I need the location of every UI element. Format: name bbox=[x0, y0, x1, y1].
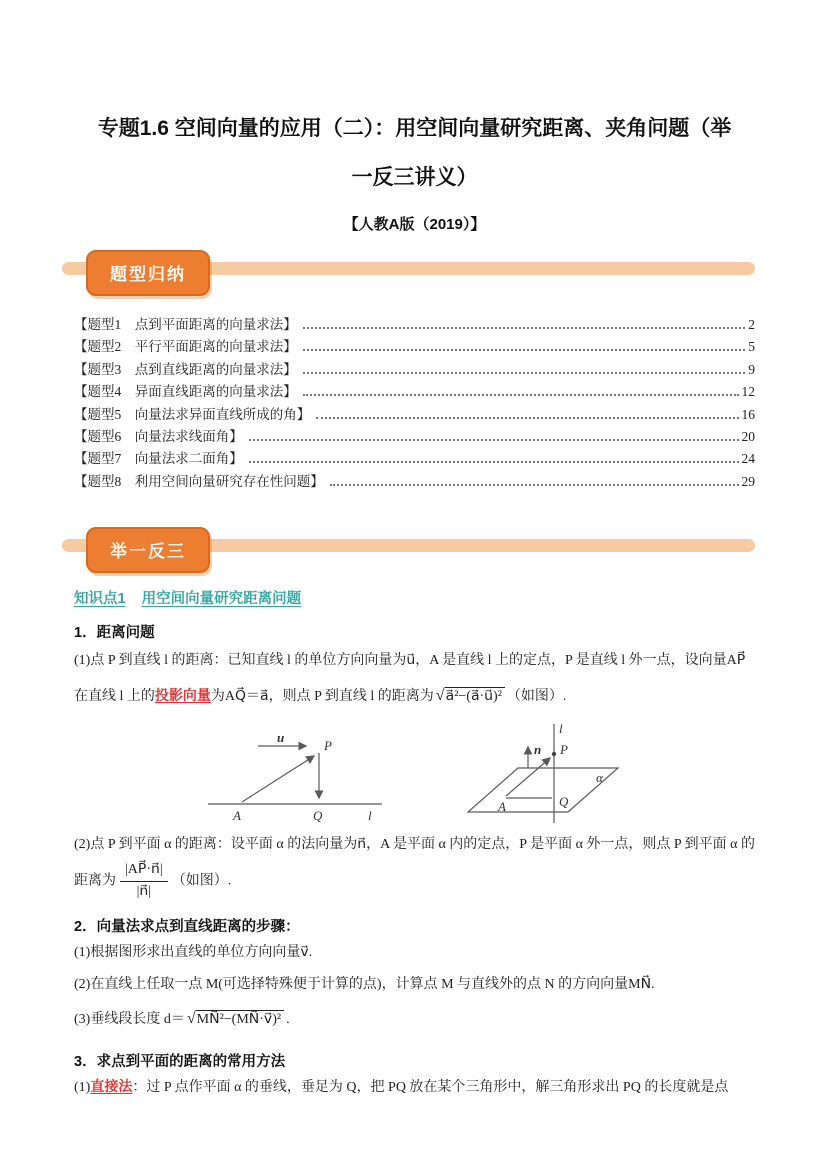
text-run: (1) bbox=[74, 1079, 91, 1095]
toc-entry-label: 【题型5 向量法求异面直线所成的角】 bbox=[74, 406, 311, 422]
title-line-2: 一反三讲义） bbox=[351, 166, 478, 190]
toc-entry-page: 12 bbox=[741, 384, 755, 400]
toc-entry-label: 【题型7 向量法求二面角】 bbox=[74, 451, 243, 467]
title-line-1: 专题1.6 空间向量的应用（二）：用空间向量研究距离、夹角问题（举 bbox=[97, 117, 732, 140]
text-run: 为AQ⃗＝a⃗，则点 P 到直线 l 的距离为 bbox=[210, 689, 434, 704]
toc-entry[interactable] bbox=[74, 468, 755, 490]
toc-entry-label: 【题型1 点到平面距离的向量求法】 bbox=[74, 317, 297, 333]
text-run: (2)点 P 到平面 α 的距离：设平面 α 的法向量为n⃗，A 是平面 α 内的定点，P 是平面 α 外一点，则点 P 到平面 α 的距离为 bbox=[74, 837, 756, 889]
toc-entry-label: 【题型8 利用空间向量研究存在性问题】 bbox=[74, 473, 324, 489]
method-1-direct bbox=[74, 1073, 755, 1103]
section-banner-types bbox=[74, 250, 755, 292]
edition-label: 【人教A版（2019）】 bbox=[343, 215, 486, 233]
radical-sign: √ bbox=[186, 1010, 196, 1028]
section-1-heading: 1．距离问题 bbox=[74, 624, 155, 641]
toc-leader-dots bbox=[249, 439, 739, 441]
highlighted-term-projection-vector: 投影向量 bbox=[154, 689, 211, 704]
toc-leader-dots bbox=[303, 394, 739, 396]
label-alpha: α bbox=[596, 770, 603, 786]
label-A: A bbox=[233, 808, 241, 824]
toc-leader-dots bbox=[303, 372, 746, 374]
knowledge-point-link[interactable] bbox=[74, 587, 301, 608]
label-u-vector: u bbox=[277, 731, 285, 746]
toc-entry-page: 24 bbox=[741, 451, 755, 467]
label-Q: Q bbox=[559, 794, 569, 810]
fraction-denominator: |n⃗| bbox=[136, 884, 152, 900]
toc-entry-page: 5 bbox=[748, 339, 755, 355]
section-banner-practice bbox=[74, 527, 755, 569]
radical-sign: √ bbox=[435, 687, 445, 704]
text-run: (1)点 P 到直线 l 的距离：已知直线 l 的单位方向向量为u⃗，A 是直线 l 上的定点，P 是直线 l 外一点，设向量AP⃗在直线 l 上的 bbox=[74, 652, 746, 704]
figure-point-to-line bbox=[200, 731, 400, 826]
toc-leader-dots bbox=[249, 461, 739, 463]
toc-entry-label: 【题型4 异面直线距离的向量求法】 bbox=[74, 384, 297, 400]
toc-entry-page: 2 bbox=[748, 317, 755, 333]
label-P: P bbox=[324, 738, 332, 754]
toc-entry[interactable] bbox=[74, 424, 755, 446]
paragraph-point-to-plane-distance bbox=[74, 829, 755, 902]
banner-badge-types: 题型归纳 bbox=[86, 250, 210, 296]
label-P: P bbox=[560, 742, 568, 758]
table-of-contents bbox=[74, 312, 755, 491]
text-run: (3)垂线段长度 d＝ bbox=[74, 1012, 185, 1028]
toc-entry-label: 【题型2 平行平面距离的向量求法】 bbox=[74, 339, 297, 355]
toc-entry[interactable] bbox=[74, 356, 755, 378]
toc-entry[interactable] bbox=[74, 334, 755, 356]
step-3 bbox=[74, 1002, 755, 1037]
toc-entry-page: 16 bbox=[741, 406, 755, 422]
document-title bbox=[74, 104, 755, 203]
figure-point-to-plane bbox=[456, 720, 656, 826]
toc-leader-dots bbox=[316, 417, 738, 419]
step-1: (1)根据图形求出直线的单位方向向量v⃗. bbox=[74, 944, 313, 960]
highlighted-term-direct-method: 直接法 bbox=[90, 1079, 133, 1095]
banner-badge-practice: 举一反三 bbox=[86, 527, 210, 573]
toc-entry-page: 9 bbox=[748, 361, 755, 377]
toc-leader-dots bbox=[303, 327, 746, 329]
paragraph-point-to-line-distance bbox=[74, 645, 755, 714]
fraction-numerator: |AP⃗·n⃗| bbox=[120, 861, 168, 882]
label-Q: Q bbox=[313, 808, 323, 824]
toc-entry-label: 【题型3 点到直线距离的向量求法】 bbox=[74, 361, 297, 377]
toc-entry-page: 29 bbox=[741, 473, 755, 489]
sqrt-formula bbox=[187, 1012, 284, 1027]
radicand: MN⃗²−(MN⃗·v⃗)² bbox=[196, 1010, 284, 1027]
label-l: l bbox=[559, 721, 563, 737]
sqrt-formula bbox=[436, 689, 505, 704]
section-2-heading: 2．向量法求点到直线距离的步骤： bbox=[74, 918, 300, 935]
label-A: A bbox=[498, 799, 506, 815]
toc-entry[interactable] bbox=[74, 379, 755, 401]
toc-entry[interactable] bbox=[74, 312, 755, 334]
knowledge-point-number: 知识点1 bbox=[74, 590, 126, 607]
knowledge-point-title: 用空间向量研究距离问题 bbox=[141, 590, 302, 607]
radicand: a⃗²−(a⃗·u⃗)² bbox=[445, 687, 505, 704]
toc-leader-dots bbox=[330, 484, 739, 486]
toc-entry-label: 【题型6 向量法求线面角】 bbox=[74, 429, 243, 445]
figures-row bbox=[200, 720, 755, 826]
label-n-vector: n bbox=[534, 742, 542, 758]
text-run: . bbox=[286, 1012, 290, 1028]
section-3-heading: 3．求点到平面的距离的常用方法 bbox=[74, 1053, 286, 1070]
text-run: ：过 P 点作平面 α 的垂线，垂足为 Q，把 PQ 放在某个三角形中，解三角形求出 PQ 的长度就是点 bbox=[132, 1079, 729, 1095]
toc-entry[interactable] bbox=[74, 446, 755, 468]
toc-leader-dots bbox=[303, 349, 746, 351]
fraction-formula bbox=[120, 861, 168, 902]
text-run: （如图）. bbox=[171, 873, 232, 889]
text-run: （如图）. bbox=[506, 689, 567, 704]
toc-entry[interactable] bbox=[74, 401, 755, 423]
step-2: (2)在直线上任取一点 M(可选择特殊便于计算的点)，计算点 M 与直线外的点 N 的方向向量MN⃗. bbox=[74, 977, 655, 993]
label-l: l bbox=[368, 808, 372, 824]
toc-entry-page: 20 bbox=[741, 429, 755, 445]
